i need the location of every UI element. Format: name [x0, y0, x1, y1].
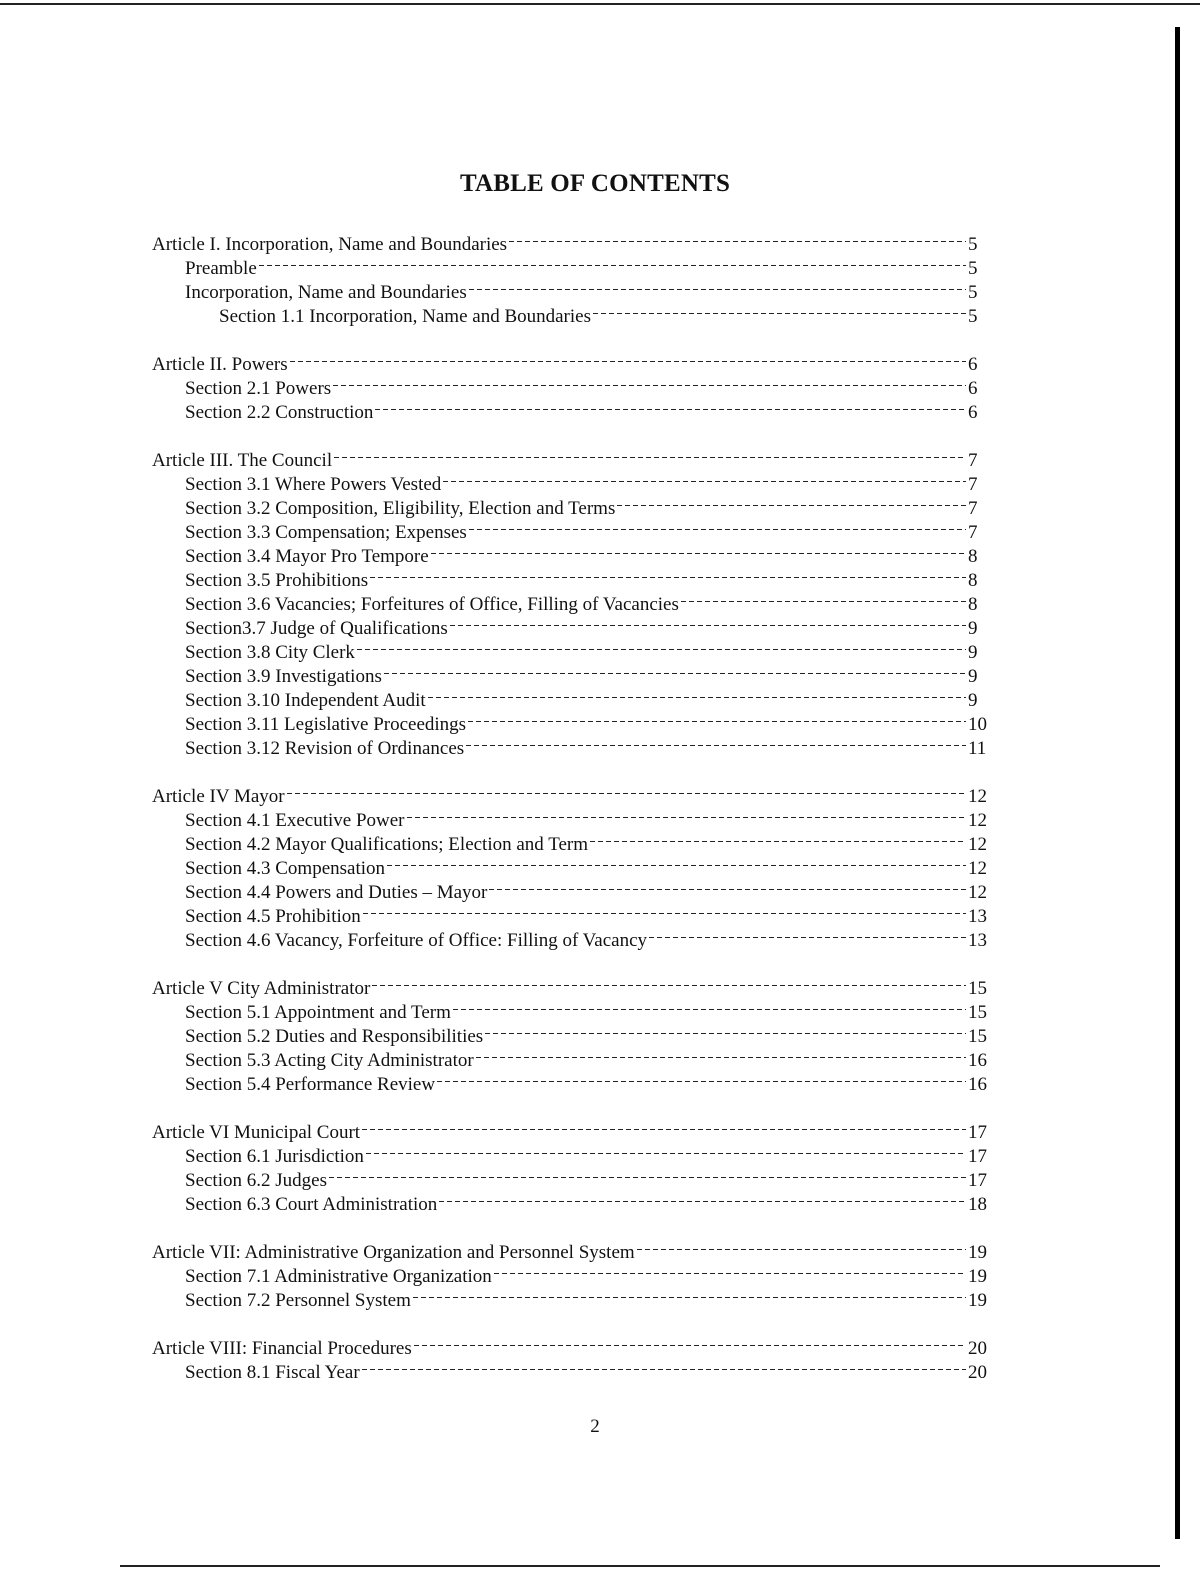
dot-leader	[329, 1162, 966, 1186]
dot-leader	[287, 778, 966, 802]
toc-group	[0, 778, 1200, 951]
toc-entry-page: 12	[968, 834, 987, 855]
toc-entry-title: Section 3.4 Mayor Pro Tempore	[185, 546, 429, 567]
dot-leader	[590, 826, 966, 850]
toc-section-entry[interactable]	[185, 490, 990, 519]
toc-entry-page: 5	[968, 306, 978, 327]
dot-leader	[681, 586, 966, 610]
toc-article-entry[interactable]	[152, 1330, 990, 1359]
dot-leader	[407, 802, 966, 826]
toc-entry-page: 20	[968, 1362, 987, 1383]
toc-section-entry[interactable]	[185, 538, 990, 567]
dot-leader	[489, 874, 966, 898]
toc-section-entry[interactable]	[185, 1018, 990, 1047]
dot-leader	[363, 898, 966, 922]
toc-entry-page: 17	[968, 1122, 987, 1143]
toc-group	[0, 970, 1200, 1095]
dot-leader	[384, 658, 966, 682]
toc-section-entry[interactable]	[185, 1258, 990, 1287]
toc-entry-title: Article III. The Council	[152, 450, 333, 471]
toc-section-entry[interactable]	[185, 874, 990, 903]
toc-entry-title: Section 2.1 Powers	[185, 378, 332, 399]
toc-section-entry[interactable]	[185, 370, 990, 399]
toc-entry-title: Section 3.1 Where Powers Vested	[185, 474, 442, 495]
toc-entry-page: 15	[968, 978, 987, 999]
toc-section-entry[interactable]	[185, 1282, 990, 1311]
toc-section-entry[interactable]	[185, 274, 990, 303]
toc-entry-page: 8	[968, 546, 978, 567]
toc-section-entry[interactable]	[185, 1138, 990, 1167]
toc-section-entry[interactable]	[185, 514, 990, 543]
toc-entry-title: Article I. Incorporation, Name and Boundaries	[152, 234, 508, 255]
dot-leader	[469, 514, 966, 538]
toc-entry-page: 17	[968, 1170, 987, 1191]
dot-leader	[439, 1186, 966, 1210]
dot-leader	[468, 706, 966, 730]
toc-entry-page: 5	[968, 282, 978, 303]
toc-section-entry[interactable]	[185, 994, 990, 1023]
dot-leader	[485, 1018, 966, 1042]
toc-entry-page: 19	[968, 1266, 987, 1287]
toc-entry-page: 11	[968, 738, 987, 759]
toc-entry-page: 5	[968, 258, 978, 279]
toc-entry-title: Section 3.10 Independent Audit	[185, 690, 426, 711]
toc-section-entry[interactable]	[185, 562, 990, 591]
toc-entry-title: Article V City Administrator	[152, 978, 371, 999]
toc-section-entry[interactable]	[185, 802, 990, 831]
dot-leader	[366, 1138, 966, 1162]
toc-section-entry[interactable]	[185, 250, 990, 279]
toc-section-entry[interactable]	[185, 826, 990, 855]
toc-entry-page: 16	[968, 1050, 987, 1071]
toc-entry-title: Article VI Municipal Court	[152, 1122, 361, 1143]
toc-entry-page: 15	[968, 1002, 987, 1023]
toc-entry-page: 7	[968, 498, 978, 519]
toc-entry-title: Section 3.9 Investigations	[185, 666, 382, 687]
toc-article-entry[interactable]	[152, 778, 990, 807]
dot-leader	[413, 1282, 966, 1306]
toc-entry-title: Section 4.4 Powers and Duties – Mayor	[185, 882, 488, 903]
toc-section-entry[interactable]	[185, 1066, 990, 1095]
dot-leader	[334, 442, 966, 466]
top-scan-rule	[0, 3, 1200, 5]
toc-entry-title: Article VII: Administrative Organization and Personnel System	[152, 1242, 635, 1263]
toc-article-entry[interactable]	[152, 1114, 990, 1143]
toc-section-entry[interactable]	[185, 706, 990, 735]
toc-article-entry[interactable]	[152, 442, 990, 471]
toc-entry-title: Section 3.5 Prohibitions	[185, 570, 369, 591]
dot-leader	[387, 850, 966, 874]
toc-entry-page: 5	[968, 234, 978, 255]
toc-entry-page: 10	[968, 714, 987, 735]
toc-section-entry[interactable]	[185, 634, 990, 663]
toc-entry-page: 6	[968, 402, 978, 423]
toc-group	[0, 1234, 1200, 1311]
toc-entry-title: Section 4.5 Prohibition	[185, 906, 361, 927]
page-title: TABLE OF CONTENTS	[459, 170, 731, 197]
toc-entry-title: Section 7.1 Administrative Organization	[185, 1266, 492, 1287]
toc-entry-page: 12	[968, 810, 987, 831]
toc-entry-page: 9	[968, 618, 978, 639]
toc-entry-page: 7	[968, 450, 978, 471]
toc-entry-title: Section 7.2 Personnel System	[185, 1290, 411, 1311]
toc-entry-page: 20	[968, 1338, 987, 1359]
toc-section-entry[interactable]	[185, 1162, 990, 1191]
toc-entry-title: Section 6.1 Jurisdiction	[185, 1146, 364, 1167]
dot-leader	[437, 1066, 966, 1090]
toc-group	[0, 226, 1200, 327]
toc-entry-title: Preamble	[185, 258, 257, 279]
toc-entry-page: 8	[968, 594, 978, 615]
dot-leader	[649, 922, 966, 946]
dot-leader	[372, 970, 966, 994]
toc-entry-title: Section 2.2 Construction	[185, 402, 374, 423]
dot-leader	[466, 730, 966, 754]
toc-entry-title: Section 3.2 Composition, Eligibility, Election and Terms	[185, 498, 616, 519]
toc-entry-title: Section 5.2 Duties and Responsibilities	[185, 1026, 484, 1047]
toc-entry-title: Section3.7 Judge of Qualifications	[185, 618, 448, 639]
toc-entry-title: Incorporation, Name and Boundaries	[185, 282, 467, 303]
toc-article-entry[interactable]	[152, 226, 990, 255]
toc-section-entry[interactable]	[185, 394, 990, 423]
toc-entry-page: 19	[968, 1242, 987, 1263]
toc-entry-title: Section 3.12 Revision of Ordinances	[185, 738, 465, 759]
toc-entry-title: Section 4.2 Mayor Qualifications; Election and Term	[185, 834, 589, 855]
toc-section-entry[interactable]	[185, 730, 990, 759]
dot-leader	[362, 1114, 966, 1138]
toc-group	[0, 442, 1200, 759]
toc-section-entry[interactable]	[185, 586, 990, 615]
toc-entry-title: Section 4.6 Vacancy, Forfeiture of Office: Filling of Vacancy	[185, 930, 648, 951]
dot-leader	[370, 562, 966, 586]
dot-leader	[357, 634, 966, 658]
toc-entry-title: Section 5.3 Acting City Administrator	[185, 1050, 474, 1071]
toc-entry-page: 8	[968, 570, 978, 591]
toc-section-entry[interactable]	[185, 898, 990, 927]
toc-entry-page: 9	[968, 642, 978, 663]
table-of-contents	[0, 226, 1200, 1402]
toc-entry-title: Section 4.3 Compensation	[185, 858, 386, 879]
toc-entry-title: Section 1.1 Incorporation, Name and Boundaries	[219, 306, 591, 327]
toc-entry-page: 17	[968, 1146, 987, 1167]
toc-group	[0, 1330, 1200, 1383]
toc-entry-page: 9	[968, 690, 978, 711]
toc-entry-title: Section 3.6 Vacancies; Forfeitures of Office, Filling of Vacancies	[185, 594, 679, 615]
toc-article-entry[interactable]	[152, 970, 990, 999]
toc-entry-title: Section 5.1 Appointment and Term	[185, 1002, 451, 1023]
toc-entry-title: Article II. Powers	[152, 354, 288, 375]
toc-article-entry[interactable]	[152, 1234, 990, 1263]
toc-entry-title: Section 4.1 Executive Power	[185, 810, 405, 831]
dot-leader	[290, 346, 966, 370]
toc-section-entry[interactable]	[185, 1354, 990, 1383]
page-number: 2	[590, 1416, 600, 1437]
toc-section-entry[interactable]	[185, 850, 990, 879]
toc-entry-page: 9	[968, 666, 978, 687]
toc-group	[0, 1114, 1200, 1215]
toc-entry-page: 15	[968, 1026, 987, 1047]
dot-leader	[469, 274, 966, 298]
dot-leader	[637, 1234, 966, 1258]
toc-section-entry[interactable]	[185, 1042, 990, 1071]
toc-entry-page: 13	[968, 906, 987, 927]
bottom-scan-rule	[120, 1565, 1160, 1567]
toc-entry-page: 12	[968, 786, 987, 807]
dot-leader	[450, 610, 966, 634]
dot-leader	[428, 682, 966, 706]
toc-section-entry[interactable]	[185, 1186, 990, 1215]
dot-leader	[453, 994, 966, 1018]
dot-leader	[431, 538, 966, 562]
toc-section-entry[interactable]	[219, 298, 990, 327]
toc-entry-title: Section 8.1 Fiscal Year	[185, 1362, 360, 1383]
toc-entry-page: 12	[968, 858, 987, 879]
toc-entry-title: Article VIII: Financial Procedures	[152, 1338, 412, 1359]
toc-section-entry[interactable]	[185, 466, 990, 495]
dot-leader	[333, 370, 966, 394]
toc-entry-page: 6	[968, 354, 978, 375]
toc-section-entry[interactable]	[185, 610, 990, 639]
toc-article-entry[interactable]	[152, 346, 990, 375]
dot-leader	[443, 466, 966, 490]
toc-entry-page: 13	[968, 930, 987, 951]
toc-entry-title: Section 3.3 Compensation; Expenses	[185, 522, 467, 543]
toc-section-entry[interactable]	[185, 922, 990, 951]
dot-leader	[494, 1258, 966, 1282]
toc-entry-title: Section 5.4 Performance Review	[185, 1074, 436, 1095]
toc-entry-title: Section 6.3 Court Administration	[185, 1194, 438, 1215]
toc-entry-page: 7	[968, 474, 978, 495]
toc-group	[0, 346, 1200, 423]
dot-leader	[414, 1330, 966, 1354]
toc-entry-page: 18	[968, 1194, 987, 1215]
toc-section-entry[interactable]	[185, 682, 990, 711]
toc-entry-title: Article IV Mayor	[152, 786, 285, 807]
toc-entry-title: Section 3.11 Legislative Proceedings	[185, 714, 467, 735]
toc-entry-page: 7	[968, 522, 978, 543]
toc-entry-page: 19	[968, 1290, 987, 1311]
toc-entry-page: 16	[968, 1074, 987, 1095]
dot-leader	[375, 394, 966, 418]
dot-leader	[509, 226, 966, 250]
toc-section-entry[interactable]	[185, 658, 990, 687]
dot-leader	[362, 1354, 966, 1378]
toc-entry-page: 6	[968, 378, 978, 399]
toc-entry-title: Section 6.2 Judges	[185, 1170, 327, 1191]
dot-leader	[476, 1042, 966, 1066]
dot-leader	[617, 490, 966, 514]
dot-leader	[259, 250, 966, 274]
dot-leader	[593, 298, 966, 322]
toc-entry-page: 12	[968, 882, 987, 903]
toc-entry-title: Section 3.8 City Clerk	[185, 642, 355, 663]
